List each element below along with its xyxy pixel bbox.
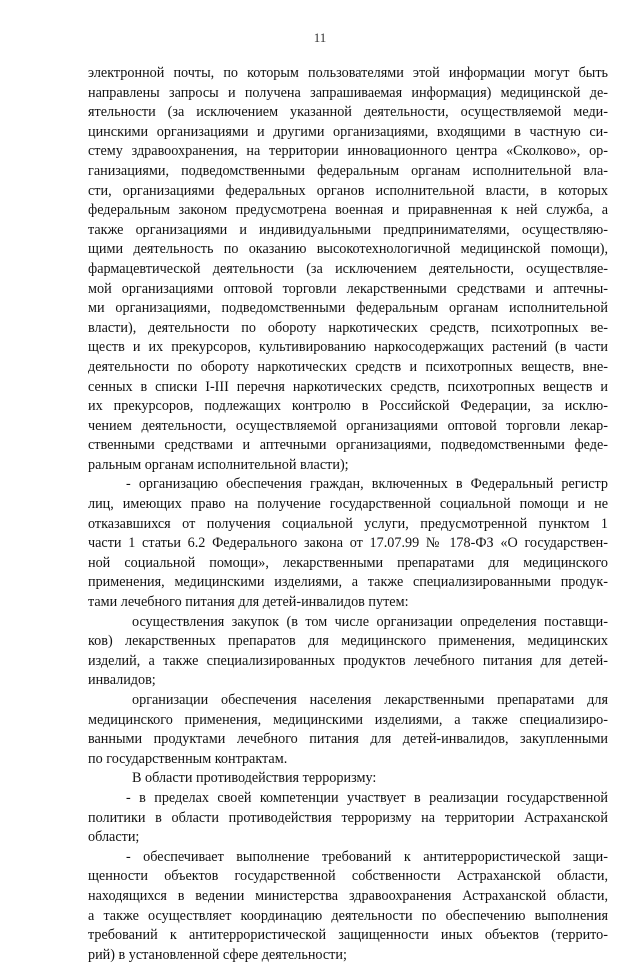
text-line: их прекурсоров, подлежащих контролю в Российской Федерации, за исклю- [88,398,608,415]
text-line: отказавшихся от получения социальной услуги, предусмотренной пунктом 1 [88,515,608,532]
text-line: организации обеспечения населения лекарственными препаратами для [132,692,608,708]
text-line: сенных в списки I-III перечня наркотических средств, психотропных веществ и [88,378,608,395]
text-line: области; [88,829,140,846]
text-line: В области противодействия терроризму: [132,770,377,787]
text-line: части 1 статьи 6.2 Федерального закона от 17.07.99 № 178-ФЗ «О государствен- [88,535,608,552]
text-line: ральным органам исполнительной власти); [88,456,349,473]
text-line: лиц, имеющих право на получение государственной социальной помощи и не [88,496,608,513]
text-line: тами лечебного питания для детей-инвалидов путем: [88,594,409,611]
text-line: деятельности по обороту наркотических средств и психотропных веществ, вне- [88,358,608,375]
text-line: а также осуществляет координацию деятельности по обеспечению выполнения [88,907,608,924]
text-line: также организациями и индивидуальными предпринимателями, осуществляю- [88,221,608,238]
text-line: медицинского применения, медицинскими изделиями, а также специализиро- [88,711,608,728]
text-line: цинскими организациями и другими организациями, входящими в частную си- [88,123,608,140]
text-line: находящихся в ведении министерства здравоохранения Астраханской области, [88,887,608,904]
text-line: осуществления закупок (в том числе организации определения поставщи- [132,613,608,630]
text-line: щими деятельность по оказанию высокотехнологичной медицинской помощи), [88,241,608,258]
text-line: стему здравоохранения, на территории инновационного центра «Сколково», ор- [88,143,608,160]
text-line: ми организациями, подведомственными федеральным органам исполнительной [88,300,608,317]
text-line: фармацевтической деятельности (за исключением деятельности, осуществляе- [88,260,608,277]
body-text [88,64,608,965]
text-line: изделий, а также специализированных продуктов лечебного питания для детей- [88,652,608,669]
text-line: щенности объектов государственной собственности Астраханской области, [88,868,608,885]
text-line: применения, медицинскими изделиями, а также специализированными продук- [88,574,608,591]
text-line: инвалидов; [88,672,156,689]
text-line: федеральным законом предусмотрена военная и приравненная к ней служба, а [88,202,608,219]
text-line: ной социальной помощи», лекарственными препаратами для медицинского [88,554,608,571]
text-line: ятельности (за исключением указанной деятельности, осуществляемой меди- [88,104,608,121]
text-line: ванными продуктами лечебного питания для детей-инвалидов, закупленными [88,731,608,748]
text-line: мой организациями оптовой торговли лекарственными средствами и аптечны- [88,280,608,297]
text-line: ганизациями, подведомственными федеральным органам исполнительной вла- [88,162,608,179]
text-line: по государственным контрактам. [88,750,288,767]
text-line: направлены запросы и получена запрашиваемая информация) медицинской де- [88,84,608,101]
text-line: политики в области противодействия терроризму на территории Астраханской [88,809,608,826]
text-line: ществ и их прекурсоров, культивированию наркосодержащих растений (в части [88,339,608,356]
text-line: чением деятельности, осуществляемой организациями оптовой торговли лекар- [88,417,608,434]
text-line: ственными средствами и аптечными организациями, подведомственными феде- [88,437,608,454]
text-line: электронной почты, по которым пользователями этой информации могут быть [88,65,608,81]
text-line: - организацию обеспечения граждан, включенных в Федеральный регистр [126,476,608,493]
page-number: 11 [313,30,327,45]
text-line: сти, организациями федеральных органов исполнительной власти, в которых [88,182,608,199]
text-line: рий) в установленной сфере деятельности; [88,946,347,963]
text-line: ков) лекарственных препаратов для медицинского применения, медицинских [88,633,608,650]
text-line: требований к антитеррористической защищенности иных объектов (террито- [88,927,608,944]
text-line: - обеспечивает выполнение требований к антитеррористической защи- [126,848,608,865]
text-line: власти), деятельности по обороту наркотических средств, психотропных ве- [88,319,608,336]
text-line: - в пределах своей компетенции участвует в реализации государственной [126,789,608,806]
